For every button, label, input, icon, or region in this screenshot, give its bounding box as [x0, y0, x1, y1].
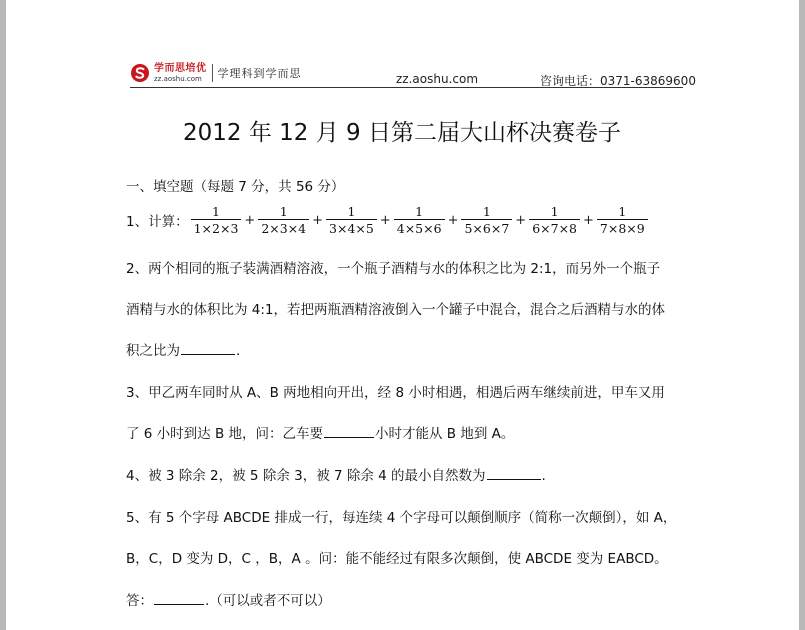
- fraction: [326, 204, 377, 236]
- logo-brand-name: 学而思培优: [154, 62, 207, 74]
- q3-line-2: [126, 422, 514, 442]
- fraction-numerator: 1: [482, 204, 491, 219]
- fraction-denominator: 5×6×7: [461, 219, 512, 236]
- q5-answer-blank[interactable]: [154, 590, 204, 605]
- header-logo: [130, 60, 302, 86]
- fraction-numerator: 1: [279, 204, 288, 219]
- q4-answer-blank[interactable]: [487, 465, 541, 480]
- fraction-numerator: 1: [212, 204, 220, 219]
- q5-line-1: 5、有 5 个字母 ABCDE 排成一行，每连续 4 个字母可以颠倒顺序（简称一次颠倒），如 A，: [126, 510, 677, 526]
- q2-line-2: 酒精与水的体积比为 4:1，若把两瓶酒精溶液倒入一个罐子中混合，混合之后酒精与水的体: [126, 302, 666, 318]
- q2-line-3-end: .: [236, 343, 241, 359]
- fraction-denominator: 3×4×5: [326, 219, 377, 236]
- fraction: [258, 204, 309, 236]
- logo-url: zz.aoshu.com: [154, 74, 202, 83]
- q4-text: 4、被 3 除余 2，被 5 除余 3，被 7 除余 4 的最小自然数为: [126, 468, 486, 484]
- q3-line-1: 3、甲乙两车同时从 A、B 两地相向开出，经 8 小时相遇，相遇后两车继续前进，甲车又用: [126, 385, 665, 401]
- fraction-numerator: 1: [550, 204, 559, 219]
- plus-sign: +: [244, 212, 256, 228]
- plus-sign: +: [379, 212, 391, 228]
- q3-answer-blank[interactable]: [324, 423, 374, 438]
- fraction-denominator: 2×3×4: [258, 219, 309, 236]
- plus-sign: +: [312, 212, 324, 228]
- fraction-denominator: 4×5×6: [394, 219, 445, 236]
- plus-sign: +: [515, 212, 527, 228]
- logo-text: [154, 64, 207, 83]
- fraction: [394, 204, 445, 236]
- q4-line: [126, 464, 546, 484]
- viewer-right-border: [799, 0, 805, 630]
- q1-expression: [189, 204, 650, 236]
- header-phone: 咨询电话：0371-63869600: [540, 74, 696, 88]
- fraction-denominator: 6×7×8: [529, 219, 580, 236]
- q5-answer-label: 答：: [126, 593, 153, 609]
- fraction: [529, 204, 580, 236]
- fraction-numerator: 1: [415, 204, 424, 219]
- q2-line-3-text: 积之比为: [126, 343, 180, 359]
- logo-divider: [212, 64, 213, 82]
- q2-line-3: [126, 339, 240, 359]
- fraction-numerator: 1: [347, 204, 356, 219]
- fraction: [461, 204, 512, 236]
- fraction-numerator: 1: [618, 204, 627, 219]
- q4-end: .: [541, 468, 546, 484]
- viewer-left-border: [0, 0, 6, 630]
- document-title: 2012 年 12 月 9 日第二届大山杯决赛卷子: [183, 120, 621, 146]
- plus-sign: +: [447, 212, 459, 228]
- section-heading: 一、填空题（每题 7 分，共 56 分）: [126, 179, 345, 195]
- header-site: zz.aoshu.com: [396, 72, 479, 86]
- header-rule: [130, 87, 683, 88]
- question-1: [126, 204, 650, 236]
- plus-sign: +: [583, 212, 594, 228]
- q3-line-2-text: 了 6 小时到达 B 地，问：乙车要: [126, 426, 324, 442]
- logo-slogan: 学理科到学而思: [217, 67, 302, 80]
- fraction: [191, 204, 242, 236]
- xueersi-logo-icon: [130, 63, 150, 83]
- q5-answer-hint: .（可以或者不可以）: [205, 593, 331, 609]
- q1-label: 1、计算：: [126, 214, 189, 230]
- document-page: [8, 0, 796, 630]
- q2-line-1: 2、两个相同的瓶子装满酒精溶液，一个瓶子酒精与水的体积之比为 2:1，而另外一个瓶子: [126, 261, 661, 277]
- q5-line-3: [126, 589, 331, 609]
- q3-line-2-end: 小时才能从 B 地到 A。: [375, 426, 515, 442]
- fraction-denominator: 7×8×9: [597, 219, 648, 236]
- fraction: [597, 204, 648, 236]
- q2-answer-blank[interactable]: [181, 340, 235, 355]
- q5-line-2: B，C，D 变为 D，C ，B，A 。问：能不能经过有限多次颠倒，使 ABCDE 变为 EABCD。: [126, 551, 668, 567]
- fraction-denominator: 1×2×3: [191, 219, 242, 236]
